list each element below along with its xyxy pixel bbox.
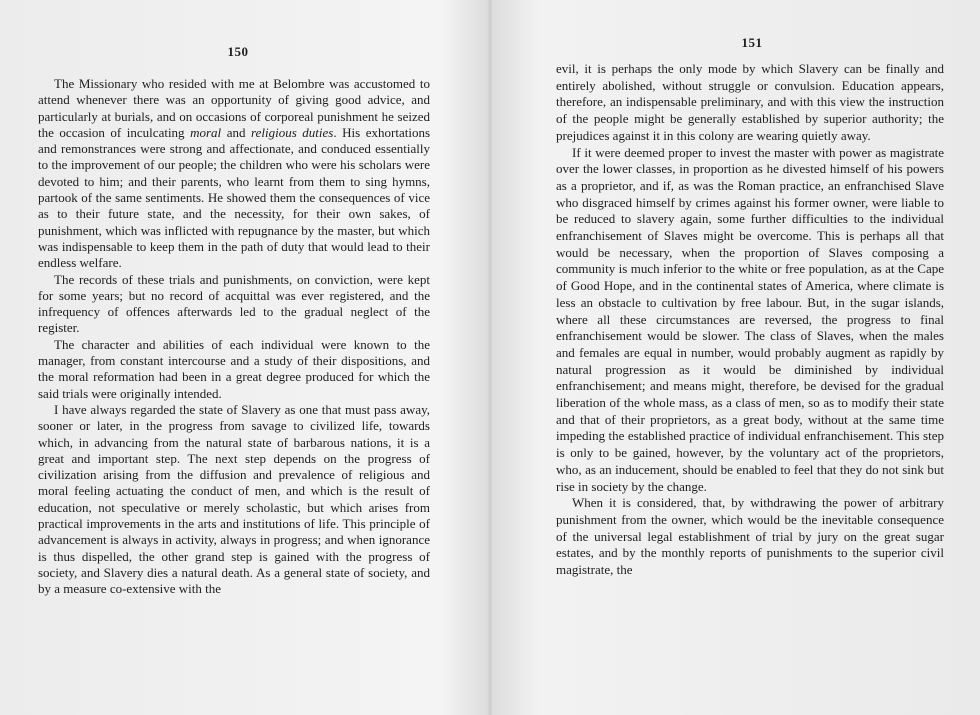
paragraph: The Missionary who resided with me at Belombre was accustomed to attend whenever there was an opportunity of giving good advice, and particularly at burials, and on occasions of corporeal punishment he seized the occasion of inculcating moral and religious duties. His exhortations and remonstrances were strong and affectionate, and conduced essentially to the improvement of our people; the children who were his scholars were devoted to him; and their parents, who learnt from them to sing hymns, partook of the same sentiments. He showed them the consequences of vice as to their future state, and the necessity, for their own sakes, of punishment, which was inflicted with repugnance by the master, but which was indispensable to keep them in the path of duty that would lead to their endless welfare. <box>38 76 431 271</box>
paragraph: When it is considered, that, by withdrawing the power of arbitrary punishment from the owner, which would be the inevitable consequence of the universal legal establishment of trial by jury on the great sugar estates, and by the monthly reports of punishments to the superior civil magistrate, the <box>556 495 944 578</box>
page-text <box>556 61 944 579</box>
emphasis: moral <box>190 124 222 140</box>
paragraph: I have always regarded the state of Slavery as one that must pass away, sooner or later, in the progress from savage to civilized life, towards which, in advancing from the natural state of barbarous nations, it is a great and important step. The next step depends on the progress of civilization arising from the diffusion and prevalence of religious and moral feeling actuating the conduct of men, and which is the result of education, not speculative or merely scholastic, but which arises from practical improvements in the arts and institutions of life. This principle of advancement is always in activity, always in progress; and when ignorance is thus dispelled, the other grand step is gained with the progress of society, and Slavery dies a natural death. As a general state of society, and by a measure co-extensive with the <box>38 401 430 597</box>
book-gutter <box>487 0 493 715</box>
paragraph: The records of these trials and punishments, on conviction, were kept for some years; but no record of acquittal was ever registered, and the infrequency of offences afterwards led to the gradual neglect of the register. <box>38 271 430 336</box>
page-number: 151 <box>741 35 763 50</box>
right-page <box>556 0 944 579</box>
page-text <box>38 76 430 598</box>
emphasis: religious duties <box>251 124 334 140</box>
paragraph: The character and abilities of each individual were known to the manager, from constant intercourse and a study of their dispositions, and the moral reformation had been in a great degree produced for which the said trials were originally intended. <box>38 336 430 401</box>
left-page <box>38 0 430 598</box>
page-number: 150 <box>227 44 249 59</box>
paragraph: If it were deemed proper to invest the master with power as magistrate over the lower classes, in proportion as he divested himself of his powers as a proprietor, and if, as was the Roman practice, an enfranchised Slave who disgraced himself by crimes against his former owner, were liable to be reduced to slavery again, some further difficulties to the individual enfranchisement of Slaves might be overcome. This is perhaps all that would be necessary, when the proportion of Slaves composing a community is much inferior to the white or free population, as at the Cape of Good Hope, and in the continental states of America, where climate is less an obstacle to cultivation by free labour. But, in the sugar islands, where all these circumstances are reversed, the progress to final enfranchisement would be slower. The class of Slaves, when the males and females are equal in number, would probably augment as rapidly by natural progression as it would be diminished by individual enfranchisement; and means might, therefore, be devised for the gradual liberation of the whole mass, as a class of men, so as to modify their state and that of their proprietors, as a great body, without at the same time impeding the established practice of individual enfranchisement. This step is only to be gained, however, by the voluntary act of the proprietors, who, as an inducement, should be enabled to feel that they do not sink but rise in society by the change. <box>556 144 944 494</box>
paragraph: evil, it is perhaps the only mode by which Slavery can be finally and entirely abolished, without struggle or convulsion. Education appears, therefore, an indispensable preliminary, and with this view the instruction of the people might be generally established by superior authority; the prejudices against it in this colony are wearing quietly away. <box>556 61 944 143</box>
